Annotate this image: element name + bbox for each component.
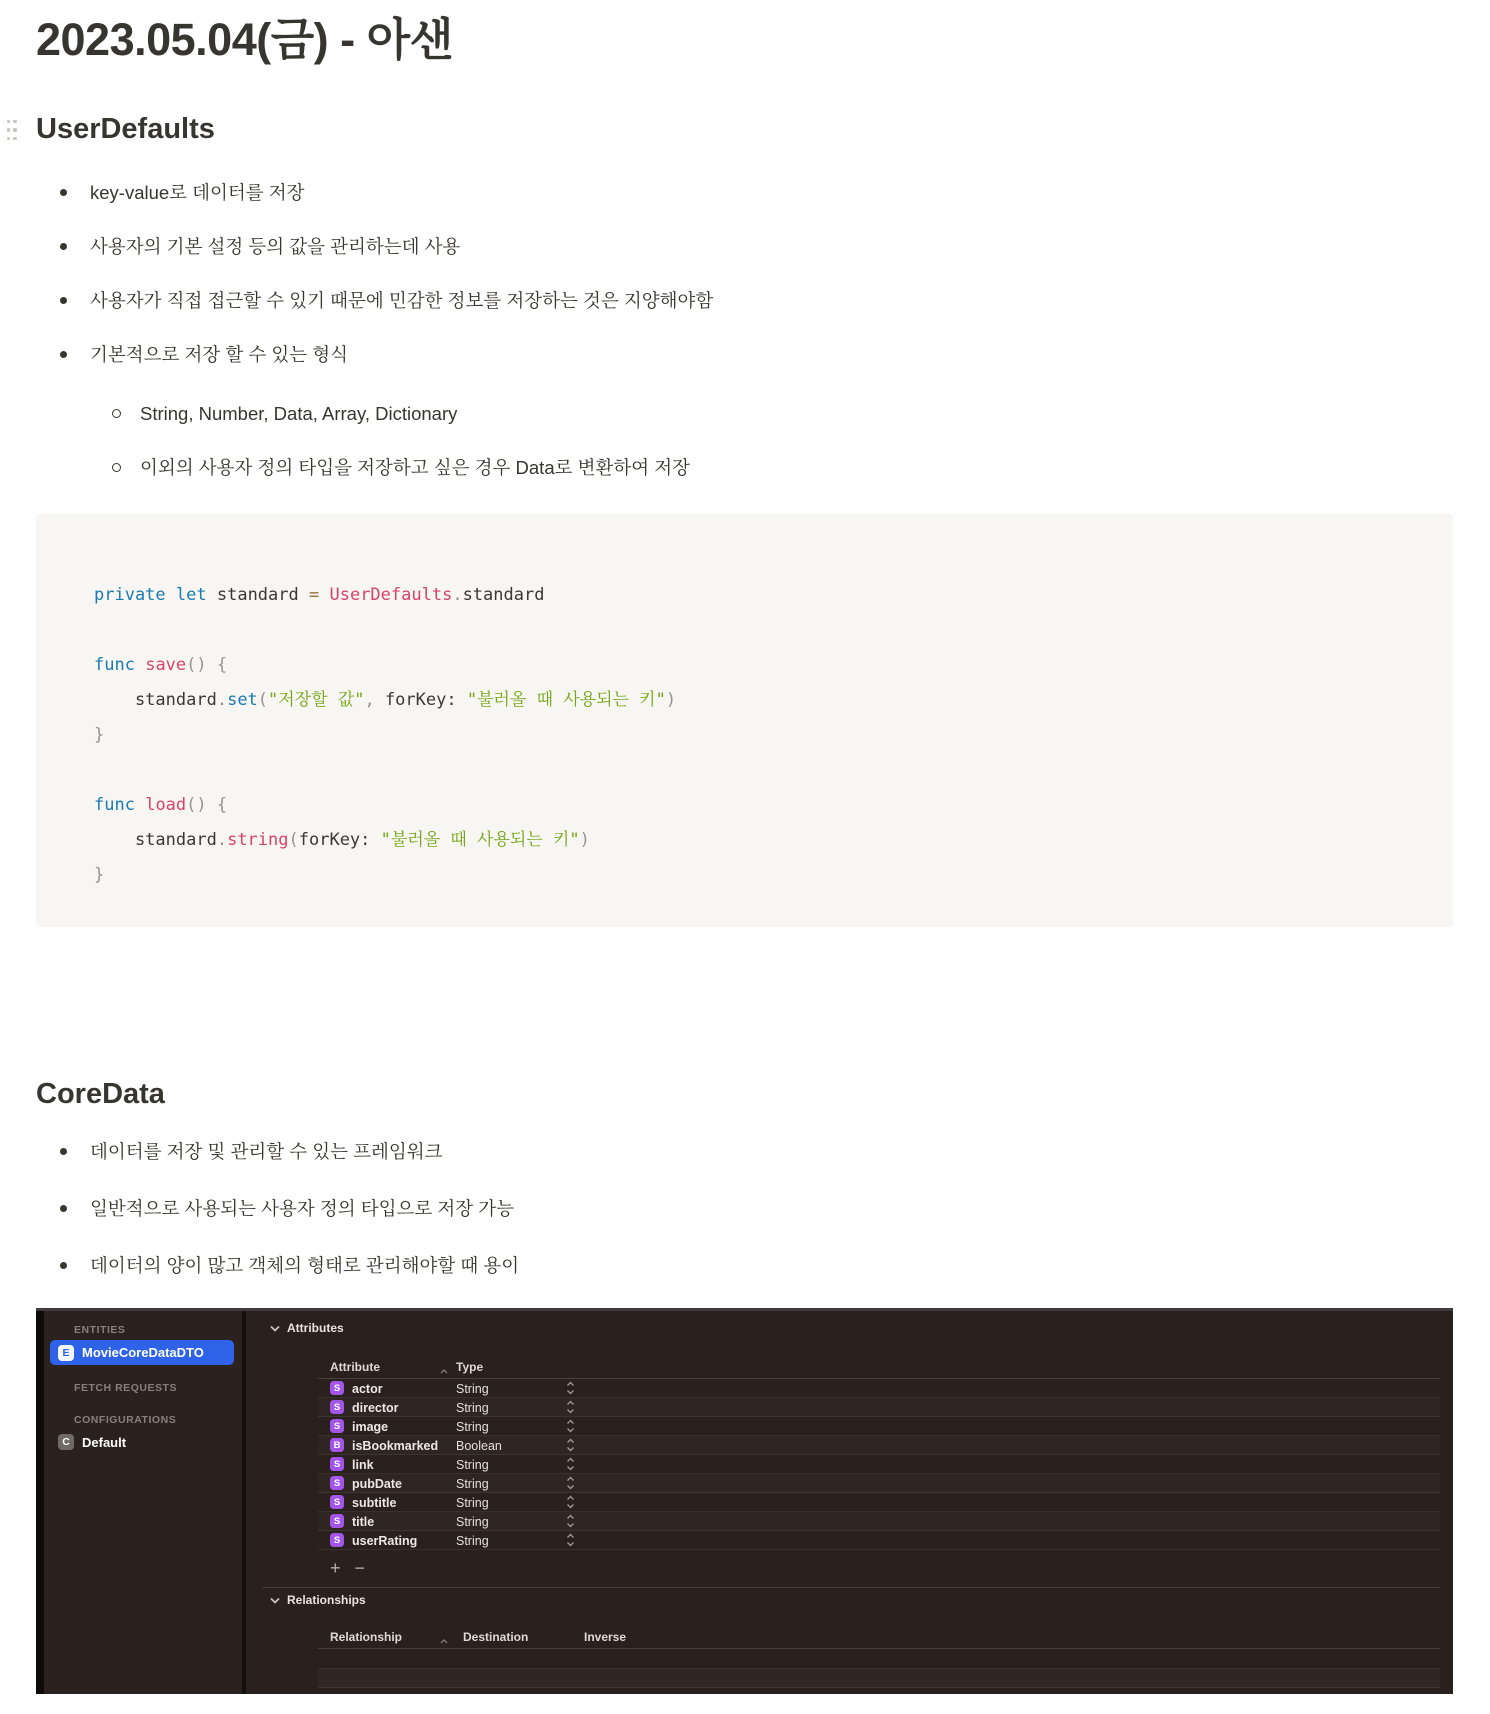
column-relationship: Relationship: [330, 1630, 403, 1644]
chevron-down-icon: [270, 1597, 280, 1604]
attribute-row: [318, 1455, 1440, 1474]
attribute-name: pubDate: [352, 1476, 402, 1491]
sort-chevron-up-icon: [440, 1633, 448, 1647]
xcode-sidebar: [44, 1311, 242, 1694]
relationships-table-header: [318, 1627, 1440, 1649]
chevron-down-icon: [270, 1325, 280, 1332]
code-line: standard.string(forKey: "불러올 때 사용되는 키"): [94, 830, 590, 850]
coredata-heading: [36, 1075, 1453, 1113]
attribute-name: image: [352, 1419, 389, 1434]
bullet-item: 사용자의 기본 설정 등의 값을 관리하는데 사용: [36, 232, 1453, 261]
relationships-rows: [318, 1650, 1440, 1694]
code-line: [94, 753, 1421, 788]
type-stepper-icon: [566, 1400, 575, 1414]
type-stepper-icon: [566, 1533, 575, 1547]
sidebar-item-default: [50, 1430, 126, 1454]
code-line: private let standard = UserDefaults.standard: [94, 585, 545, 605]
attribute-kind-badge: S: [330, 1533, 344, 1547]
attribute-row: [318, 1531, 1440, 1550]
attribute-name: title: [352, 1514, 375, 1529]
add-attribute-button: +: [330, 1558, 341, 1578]
attribute-type: String: [456, 1495, 489, 1510]
coredata-heading-text: CoreData: [36, 1078, 165, 1110]
bullet-item: String, Number, Data, Array, Dictionary: [36, 399, 1453, 428]
attribute-type: String: [456, 1419, 489, 1434]
xcode-left-panel-edge: [36, 1311, 44, 1694]
attribute-row: [318, 1474, 1440, 1493]
empty-relationship-row: [318, 1650, 1440, 1669]
attribute-add-remove: [330, 1559, 365, 1577]
attribute-type: String: [456, 1400, 489, 1415]
attribute-name: userRating: [352, 1533, 418, 1548]
attribute-kind-badge: S: [330, 1495, 344, 1509]
attribute-row: [318, 1417, 1440, 1436]
code-line: [94, 613, 1421, 648]
type-stepper-icon: [566, 1419, 575, 1433]
bullet-item: 데이터의 양이 많고 객체의 형태로 관리해야할 때 용이: [36, 1251, 1453, 1280]
xcode-screenshot-embed[interactable]: [36, 1308, 1453, 1694]
code-block[interactable]: [36, 514, 1453, 927]
type-stepper-icon: [566, 1495, 575, 1509]
userdefaults-bullets: [36, 178, 1453, 369]
attribute-row: [318, 1512, 1440, 1531]
attribute-row: [318, 1398, 1440, 1417]
attribute-kind-badge: S: [330, 1381, 344, 1395]
attribute-kind-badge: S: [330, 1400, 344, 1414]
relationships-disclosure: [270, 1593, 366, 1607]
column-attribute: Attribute: [330, 1360, 380, 1374]
configurations-section-label: CONFIGURATIONS: [74, 1414, 177, 1426]
bullet-item: 일반적으로 사용되는 사용자 정의 타입으로 저장 가능: [36, 1194, 1453, 1223]
code-line: func load() {: [94, 795, 228, 815]
attribute-kind-badge: S: [330, 1476, 344, 1490]
code-line: }: [94, 725, 105, 745]
attribute-kind-badge: S: [330, 1419, 344, 1433]
attribute-name: subtitle: [352, 1495, 397, 1510]
userdefaults-heading-text: UserDefaults: [36, 113, 215, 145]
bullet-item: 기본적으로 저장 할 수 있는 형식: [36, 340, 1453, 369]
attribute-row: [318, 1436, 1440, 1455]
attribute-type: Boolean: [456, 1438, 502, 1453]
attribute-name: link: [352, 1457, 374, 1472]
bullet-item: 이외의 사용자 정의 타입을 저장하고 싶은 경우 Data로 변환하여 저장: [36, 453, 1453, 482]
configuration-icon: C: [58, 1434, 74, 1450]
attributes-table-header: [318, 1357, 1440, 1379]
type-stepper-icon: [566, 1381, 575, 1395]
column-inverse: Inverse: [584, 1630, 627, 1644]
type-stepper-icon: [566, 1457, 575, 1471]
bullet-item: 데이터를 저장 및 관리할 수 있는 프레임워크: [36, 1137, 1453, 1166]
attribute-row: [318, 1493, 1440, 1512]
type-stepper-icon: [566, 1514, 575, 1528]
empty-relationship-row: [318, 1688, 1440, 1694]
bullet-item: key-value로 데이터를 저장: [36, 178, 1453, 207]
code-line: standard.set("저장할 값", forKey: "불러올 때 사용되는 키"): [94, 690, 677, 710]
attribute-row: [318, 1379, 1440, 1398]
column-type: Type: [456, 1360, 484, 1374]
attributes-rows: [318, 1379, 1440, 1550]
attribute-name: actor: [352, 1381, 383, 1396]
empty-relationship-row: [318, 1669, 1440, 1688]
entities-section-label: ENTITIES: [74, 1324, 126, 1336]
code-line: }: [94, 865, 105, 885]
userdefaults-heading: [36, 110, 1453, 148]
relationships-title: Relationships: [287, 1593, 366, 1607]
fetch-requests-section-label: FETCH REQUESTS: [74, 1382, 178, 1394]
entity-item-label: MovieCoreDataDTO: [82, 1345, 204, 1360]
type-stepper-icon: [566, 1476, 575, 1490]
coredata-bullets: [36, 1137, 1453, 1280]
userdefaults-sub-bullets: [36, 399, 1453, 482]
sort-chevron-up-icon: [440, 1363, 448, 1377]
attributes-title: Attributes: [287, 1321, 344, 1335]
attribute-name: director: [352, 1400, 399, 1415]
attribute-type: String: [456, 1476, 489, 1491]
sidebar-item-moviecoredatadto: [50, 1340, 234, 1365]
bullet-item: 사용자가 직접 접근할 수 있기 때문에 민감한 정보를 저장하는 것은 지양해야함: [36, 286, 1453, 315]
remove-attribute-button: −: [354, 1558, 366, 1578]
section-divider: [262, 1587, 1440, 1588]
attribute-kind-badge: S: [330, 1514, 344, 1528]
attribute-type: String: [456, 1457, 489, 1472]
code-content: [94, 578, 1421, 893]
attribute-kind-badge: B: [330, 1438, 344, 1452]
attribute-type: String: [456, 1533, 489, 1548]
column-destination: Destination: [463, 1630, 529, 1644]
attribute-name: isBookmarked: [352, 1438, 439, 1453]
configuration-item-label: Default: [82, 1434, 127, 1450]
page-title: 2023.05.04(금) - 아샌: [36, 14, 453, 65]
code-line: func save() {: [94, 655, 228, 675]
attribute-kind-badge: S: [330, 1457, 344, 1471]
section-coredata: [36, 1075, 1453, 1694]
attributes-disclosure: [270, 1321, 344, 1335]
drag-handle-icon[interactable]: [5, 117, 18, 143]
attribute-type: String: [456, 1381, 489, 1396]
type-stepper-icon: [566, 1438, 575, 1452]
attribute-type: String: [456, 1514, 489, 1529]
xcode-editor-panel: [246, 1311, 1453, 1694]
entity-icon: E: [58, 1345, 74, 1361]
section-userdefaults: [36, 110, 1453, 927]
